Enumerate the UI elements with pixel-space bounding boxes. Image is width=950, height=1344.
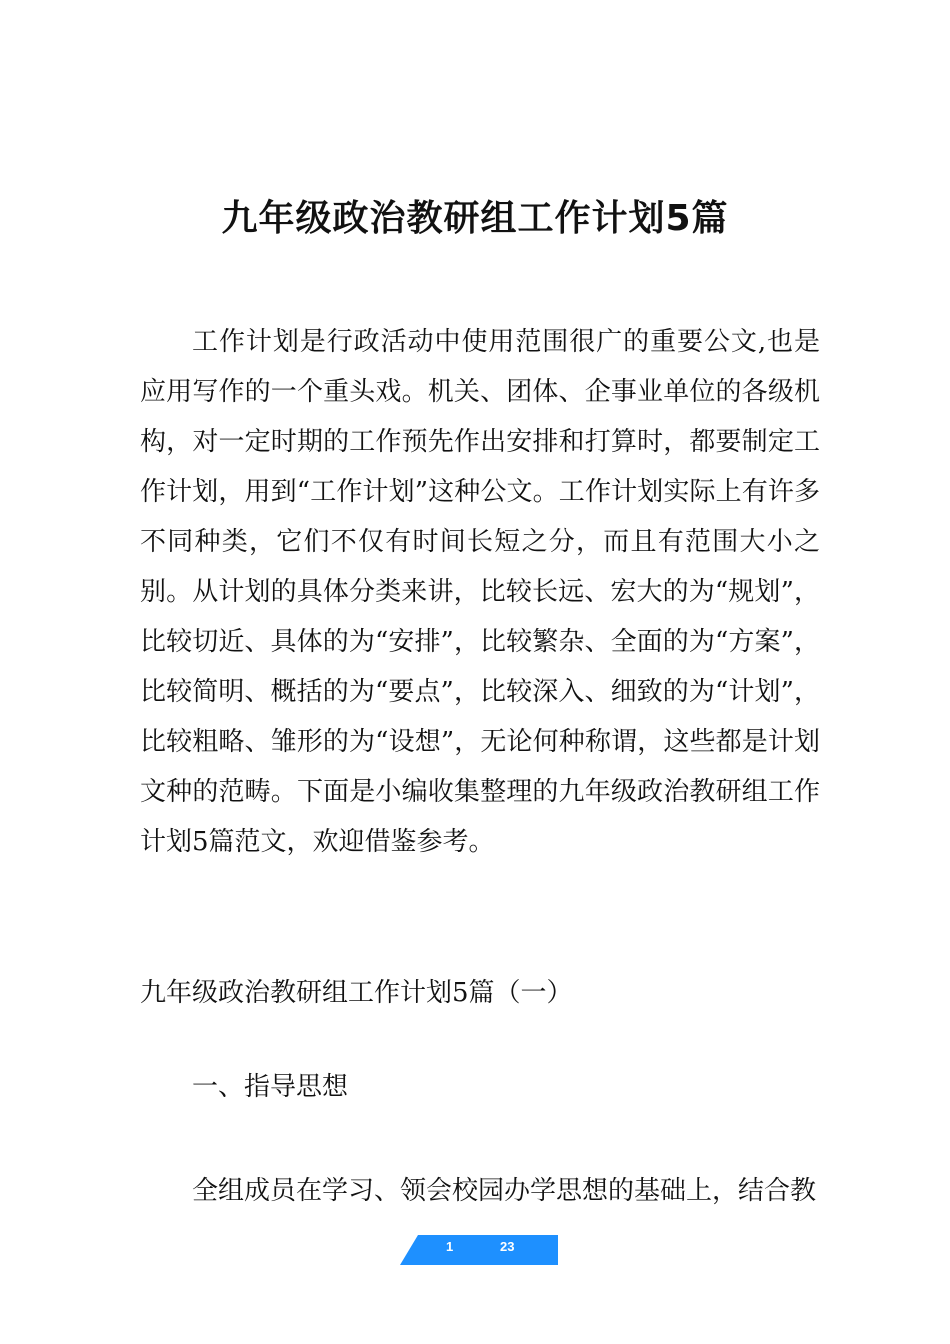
document-title: 九年级政治教研组工作计划5篇: [221, 198, 729, 239]
page-badge-shape: [400, 1235, 558, 1265]
sub-heading: 一、指导思想: [192, 1072, 349, 1102]
total-pages-number: 23: [500, 1239, 515, 1254]
section-heading: 九年级政治教研组工作计划5篇（一）: [140, 978, 573, 1008]
page-number-badge: [400, 1235, 558, 1265]
body-paragraph: 全组成员在学习、领会校园办学思想的基础上，结合教: [192, 1176, 817, 1206]
intro-paragraph: 工作计划是行政活动中使用范围很广的重要公文,也是应用写作的一个重头戏。机关、团体、企事业单位的各级机构，对一定时期的工作预先作出安排和打算时，都要制定工作计划，用到“工作计划”这种公文。工作计划实际上有许多不同种类，它们不仅有时间长短之分，而且有范围大小之别。从计划的具体分类来讲，比较长远、宏大的为“规划”，比较切近、具体的为“安排”，比较繁杂、全面的为“方案”，比较简明、概括的为“要点”，比较深入、细致的为“计划”，比较粗略、雏形的为“设想”，无论何种称谓，这些都是计划文种的范畴。下面是小编收集整理的九年级政治教研组工作计划5篇范文，欢迎借鉴参考。: [140, 327, 820, 857]
current-page-number: 1: [446, 1239, 454, 1254]
